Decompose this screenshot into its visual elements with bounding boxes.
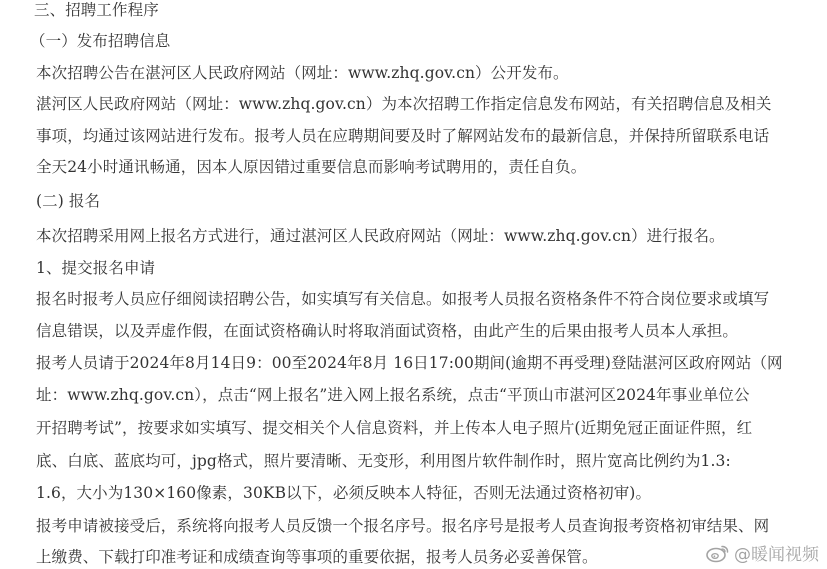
paragraph-line: 报考申请被接受后，系统将向报考人员反馈一个报名序号。报名序号是报考人员查询报考资格初审结果、网 bbox=[36, 517, 770, 535]
paragraph-line: 事项，均通过该网站进行发布。报考人员在应聘期间要及时了解网站发布的最新信息，并保持所留联系电话 bbox=[36, 127, 770, 145]
paragraph-line: 全天24小时通讯畅通，因本人原因错过重要信息而影响考试聘用的，责任自负。 bbox=[36, 158, 587, 176]
item-heading: 1、提交报名申请 bbox=[36, 259, 156, 277]
paragraph-line: 信息错误，以及弄虚作假，在面试资格确认时将取消面试资格，由此产生的后果由报考人员本人承担。 bbox=[36, 322, 739, 340]
subsection-heading: (二) 报名 bbox=[36, 192, 101, 210]
subsection-heading: （一）发布招聘信息 bbox=[30, 32, 171, 50]
paragraph-line: 1.6，大小为130×160像素，30KB以下，必须反映本人特征，否则无法通过资格初审)。 bbox=[36, 484, 652, 502]
watermark-text: @暖闻视频 bbox=[734, 545, 819, 565]
paragraph-line: 本次招聘采用网上报名方式进行，通过湛河区人民政府网站（网址：www.zhq.gov.cn）进行报名。 bbox=[36, 227, 725, 245]
paragraph-line: 本次招聘公告在湛河区人民政府网站（网址：www.zhq.gov.cn）公开发布。 bbox=[36, 64, 569, 82]
paragraph-line: 开招聘考试”，按要求如实填写、提交相关个人信息资料，并上传本人电子照片(近期免冠正面证件照，红 bbox=[36, 419, 753, 437]
paragraph-line: 报名时报考人员应仔细阅读招聘公告，如实填写有关信息。如报考人员报名资格条件不符合岗位要求或填写 bbox=[36, 290, 770, 308]
watermark bbox=[706, 540, 819, 565]
paragraph-line: 底、白底、蓝底均可，jpg格式，照片要清晰、无变形，利用图片软件制作时，照片宽高比例约为1.3: bbox=[36, 452, 731, 470]
weibo-logo-icon bbox=[706, 543, 730, 563]
paragraph-line: 湛河区人民政府网站（网址：www.zhq.gov.cn）为本次招聘工作指定信息发布网站，有关招聘信息及相关 bbox=[36, 95, 772, 113]
paragraph-line: 上缴费、下载打印准考证和成绩查询等事项的重要依据，报考人员务必妥善保管。 bbox=[36, 548, 598, 566]
section-heading: 三、招聘工作程序 bbox=[34, 1, 159, 19]
paragraph-line: 址：www.zhq.gov.cn），点击“网上报名”进入网上报名系统，点击“平顶山市湛河区2024年事业单位公 bbox=[36, 386, 750, 404]
paragraph-line: 报考人员请于2024年8月14日9：00至2024年8月 16日17:00期间(逾期不再受理)登陆湛河区政府网站（网 bbox=[36, 354, 783, 372]
